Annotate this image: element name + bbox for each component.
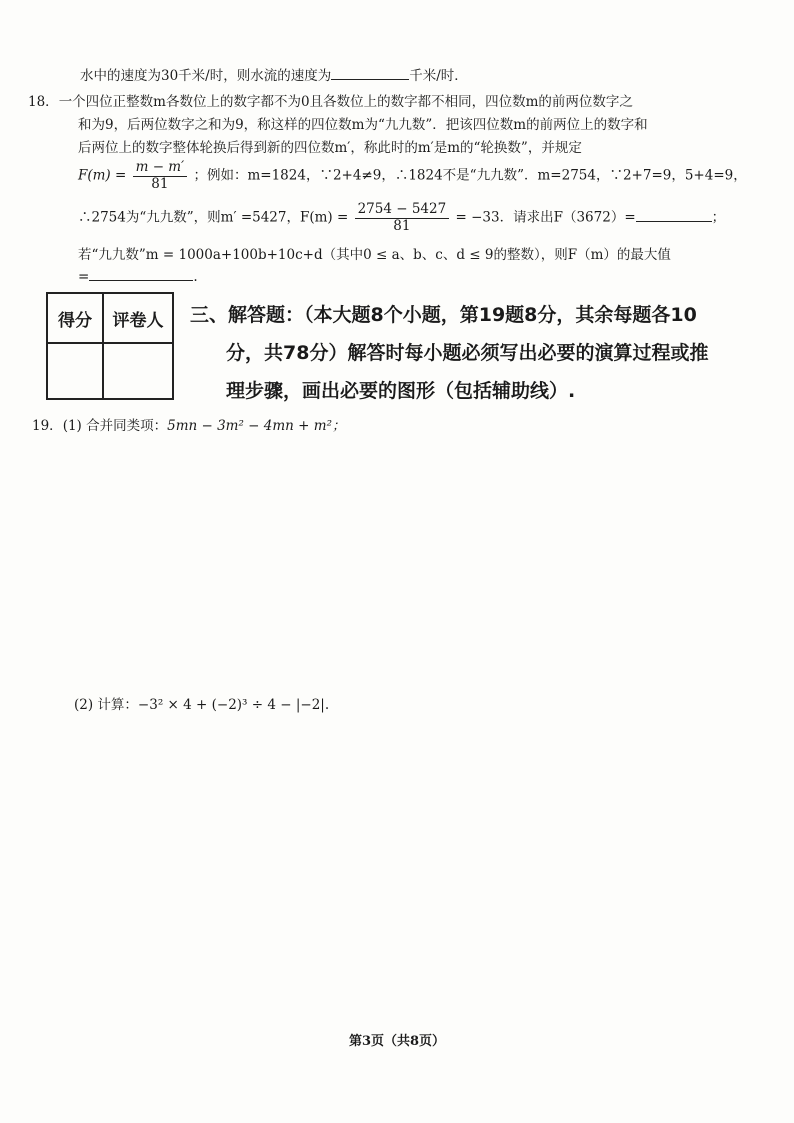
question-number: 19． [32,418,63,434]
q19-part-2: (2) 计算：−3² × 4 + (−2)³ ÷ 4 − |−2|. [74,697,330,713]
score-table [46,292,174,400]
grader-cell[interactable] [103,343,173,399]
q18-line-6: 若“九九数”m = 1000a+100b+10c+d（其中0 ≤ a、b、c、d ≤ 9的整数），则F（m）的最大值 [78,247,671,263]
score-label: 得分 [47,293,103,343]
fraction-f-def: $\frac{m - m'}{81}$ [133,160,188,192]
fraction-example: $\frac{2754 - 5427}{81}$ [355,202,450,234]
q18-line-1: 18．一个四位正整数m各数位上的数字都不为0且各数位上的数字都不相同，四位数m的前两位数字之 [28,94,633,110]
answer-area-19-1[interactable] [70,440,760,680]
section-3-heading: 三、解答题：（本大题8个小题，第19题8分，其余每题各10 分，共78分）解答时每小题必须写出必要的演算过程或推 理步骤，画出必要的图形（包括辅助线）. [190,304,709,402]
grader-label: 评卷人 [103,293,173,343]
answer-blank-fmax[interactable] [89,266,193,281]
q18-line-4: F(m) = $\frac{m - m'}{81}$ ；例如：m=1824，∵2+4≠9，∴1824不是“九九数”．m=2754，∵2+7=9，5+4=9， [78,159,747,192]
question-number: 18． [28,94,59,110]
answer-blank-q17[interactable] [331,65,409,80]
q18-line-5: ∴2754为“九九数”，则m′ =5427，F(m) = $\frac{2754 - 5427}{81}$ = −33．请求出F（3672）= ； [78,201,726,234]
score-cell[interactable] [47,343,103,399]
answer-area-19-2[interactable] [70,720,760,1010]
q18-line-3: 后两位上的数字整体轮换后得到新的四位数m′，称此时的m′是m的“轮换数”，并规定 [78,140,582,156]
q18-line-2: 和为9，后两位数字之和为9，称这样的四位数m为“九九数”．把该四位数m的前两位上的数字和 [78,117,648,133]
q18-line-7: = . [78,266,198,285]
answer-blank-f3672[interactable] [636,207,712,222]
page-footer: 第3页（共8页） [348,1034,446,1049]
q17-continuation: 水中的速度为30千米/时，则水流的速度为 千米/时． [80,64,468,84]
q19-part-1: 19．(1) 合并同类项：5mn − 3m² − 4mn + m²； [32,418,346,434]
